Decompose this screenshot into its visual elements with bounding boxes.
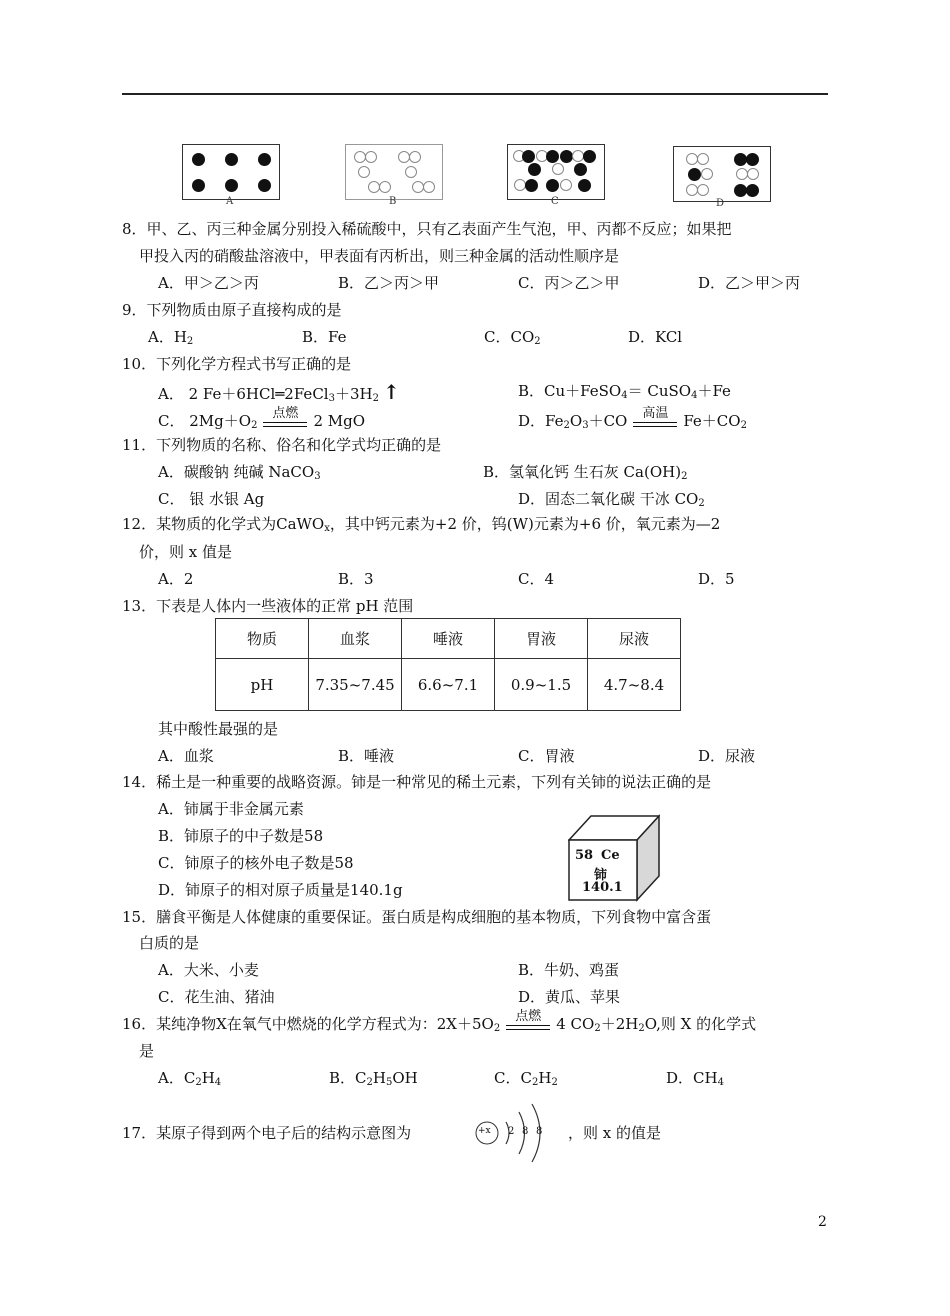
- q12-stem: 12．某物质的化学式为CaWO$_x$，其中钙元素为+2 价，钨(W)元素为+6 价，氧元素为—2: [122, 515, 721, 534]
- q11-option-c: C． 银 水银 Ag: [158, 490, 265, 508]
- element-symbol: Ce: [601, 848, 620, 863]
- q10-option-c: C． $2Mg+O_2$ 点燃 2 MgO: [158, 406, 366, 431]
- element-name: 铈: [594, 868, 608, 883]
- shell-electrons: 8: [536, 1126, 543, 1137]
- q8-stem: 8．甲、乙、丙三种金属分别投入稀硫酸中，只有乙表面产生气泡，甲、丙都不反应；如果把: [122, 220, 732, 238]
- atom-black: [546, 150, 559, 163]
- nucleus-charge: +x: [478, 1126, 491, 1136]
- table-header: 唾液: [402, 619, 495, 659]
- reaction-condition: 高温: [631, 412, 679, 432]
- q16-option-b: B．$C_2H_5OH$: [329, 1069, 418, 1088]
- q15-option-b: B．牛奶、鸡蛋: [518, 961, 620, 979]
- q11-option-a: A．碳酸钠 纯碱 NaCO$_3$: [158, 463, 321, 482]
- q10-stem: 10．下列化学方程式书写正确的是: [122, 355, 352, 373]
- q10-option-d: D．$Fe_2O_3+CO$ 高温 $Fe+CO_2$: [518, 406, 747, 431]
- q8-stem: 甲投入丙的硝酸盐溶液中，甲表面有丙析出，则三种金属的活动性顺序是: [139, 247, 620, 265]
- header-rule: [122, 93, 828, 95]
- atom-black: [522, 150, 535, 163]
- table-header: 物质: [216, 619, 309, 659]
- q12-option-b: B．3: [338, 570, 374, 588]
- table-cell: 4.7~8.4: [588, 659, 681, 711]
- table-header: 尿液: [588, 619, 681, 659]
- atom-white: [552, 163, 564, 175]
- atom-white: [697, 184, 709, 196]
- q12-stem: 价，则 x 值是: [139, 543, 232, 561]
- q16-stem: 16．某纯净物X在氧气中燃烧的化学方程式为：$2X+5O_2$ 点燃 4 $CO_2+2H_2O$,则 X 的化学式: [122, 1009, 757, 1034]
- q8-option-c: C．丙＞乙＞甲: [518, 274, 620, 292]
- table-header: 胃液: [495, 619, 588, 659]
- shell-electrons: 2: [508, 1126, 515, 1137]
- q13-option-c: C．胃液: [518, 747, 575, 765]
- q9-option-b: B．Fe: [302, 328, 347, 346]
- q11-option-b: B．氢氧化钙 生石灰 $Ca(OH)_2$: [483, 463, 688, 482]
- atom-white: [701, 168, 713, 180]
- q11-stem: 11．下列物质的名称、俗名和化学式均正确的是: [122, 436, 442, 454]
- atom-black: [746, 153, 759, 166]
- figure-c-box: [507, 144, 605, 200]
- q15-option-a: A．大米、小麦: [158, 961, 259, 979]
- atom-black: [688, 168, 701, 181]
- q8-option-b: B．乙＞丙＞甲: [338, 274, 440, 292]
- figure-b-label: B: [389, 196, 397, 207]
- reaction-condition: 点燃: [261, 412, 309, 432]
- q10-option-b: B．Cu＋FeSO$_4$＝ CuSO$_4$＋Fe: [518, 382, 731, 401]
- atom-black: [583, 150, 596, 163]
- q9-option-c: C．$CO_2$: [484, 328, 541, 347]
- q15-option-d: D．黄瓜、苹果: [518, 988, 621, 1006]
- q13-option-a: A．血浆: [158, 747, 214, 765]
- q14-option-c: C．铈原子的核外电子数是58: [158, 854, 354, 872]
- q11-option-d: D．固态二氧化碳 干冰 $CO_2$: [518, 490, 705, 509]
- table-row: [216, 619, 681, 659]
- q13-after: 其中酸性最强的是: [158, 720, 279, 738]
- atom-black: [746, 184, 759, 197]
- q10-option-a: A． 2 $Fe+6HCl═2FeCl_3+3H_2$ ↑: [158, 380, 400, 404]
- figure-a-box: [182, 144, 280, 200]
- q13-option-b: B．唾液: [338, 747, 395, 765]
- q16-option-d: D．$CH_4$: [666, 1069, 724, 1088]
- table-row: [216, 659, 681, 711]
- atom-black: [192, 179, 205, 192]
- q12-option-c: C．4: [518, 570, 555, 588]
- page-number: 2: [818, 1214, 827, 1230]
- q9-stem: 9．下列物质由原子直接构成的是: [122, 301, 342, 319]
- ph-table: [215, 618, 681, 711]
- figure-b-box: [345, 144, 443, 200]
- q17-stem: 17．某原子得到两个电子后的结构示意图为: [122, 1124, 412, 1142]
- element-cell-figure: [568, 814, 660, 906]
- atom-white: [423, 181, 435, 193]
- q12-option-d: D．5: [698, 570, 735, 588]
- element-atomic-number: 58: [575, 848, 594, 863]
- q15-stem: 15．膳食平衡是人体健康的重要保证。蛋白质是构成细胞的基本物质，下列食物中富含蛋: [122, 908, 712, 926]
- q14-option-a: A．铈属于非金属元素: [158, 800, 304, 818]
- table-cell: 7.35~7.45: [309, 659, 402, 711]
- q15-option-c: C．花生油、猪油: [158, 988, 275, 1006]
- q16-option-a: A．$C_2H_4$: [158, 1069, 222, 1088]
- q16-stem: 是: [139, 1042, 155, 1060]
- figure-a-label: A: [226, 196, 234, 207]
- gas-arrow-icon: ↑: [382, 380, 400, 404]
- atom-black: [258, 153, 271, 166]
- q14-stem: 14．稀土是一种重要的战略资源。铈是一种常见的稀土元素，下列有关铈的说法正确的是: [122, 773, 712, 791]
- figure-c-label: C: [551, 196, 559, 207]
- atom-black: [574, 163, 587, 176]
- q15-stem: 白质的是: [139, 934, 200, 952]
- atom-black: [225, 179, 238, 192]
- element-atomic-mass: 140.1: [582, 880, 623, 895]
- q9-option-d: D．KCl: [628, 328, 683, 346]
- atom-white: [747, 168, 759, 180]
- atom-black: [225, 153, 238, 166]
- atom-white: [697, 153, 709, 165]
- atom-black: [578, 179, 591, 192]
- atom-black: [258, 179, 271, 192]
- figure-d-box: [673, 146, 771, 202]
- q12-option-a: A．2: [158, 570, 194, 588]
- atomic-structure-diagram: [472, 1100, 568, 1166]
- q9-option-a: A．$H_2$: [148, 328, 194, 347]
- q16-option-c: C．$C_2H_2$: [494, 1069, 558, 1088]
- atom-white: [409, 151, 421, 163]
- q17-stem-end: ，则 x 的值是: [568, 1124, 661, 1142]
- table-header: 血浆: [309, 619, 402, 659]
- q8-option-a: A．甲＞乙＞丙: [158, 274, 259, 292]
- atom-black: [528, 163, 541, 176]
- figure-d-label: D: [716, 198, 725, 209]
- table-cell: 0.9~1.5: [495, 659, 588, 711]
- q13-stem: 13．下表是人体内一些液体的正常 pH 范围: [122, 597, 414, 615]
- atom-white: [365, 151, 377, 163]
- table-cell: pH: [216, 659, 309, 711]
- atom-black: [192, 153, 205, 166]
- q14-option-b: B．铈原子的中子数是58: [158, 827, 324, 845]
- shell-electrons: 8: [522, 1126, 529, 1137]
- reaction-condition: 点燃: [504, 1015, 552, 1035]
- atom-black: [525, 179, 538, 192]
- atom-white: [560, 179, 572, 191]
- atom-black: [546, 179, 559, 192]
- q13-option-d: D．尿液: [698, 747, 756, 765]
- atom-white: [405, 166, 417, 178]
- atom-white: [358, 166, 370, 178]
- table-cell: 6.6~7.1: [402, 659, 495, 711]
- q8-option-d: D．乙＞甲＞丙: [698, 274, 801, 292]
- q14-option-d: D．铈原子的相对原子质量是140.1g: [158, 881, 403, 899]
- atom-white: [379, 181, 391, 193]
